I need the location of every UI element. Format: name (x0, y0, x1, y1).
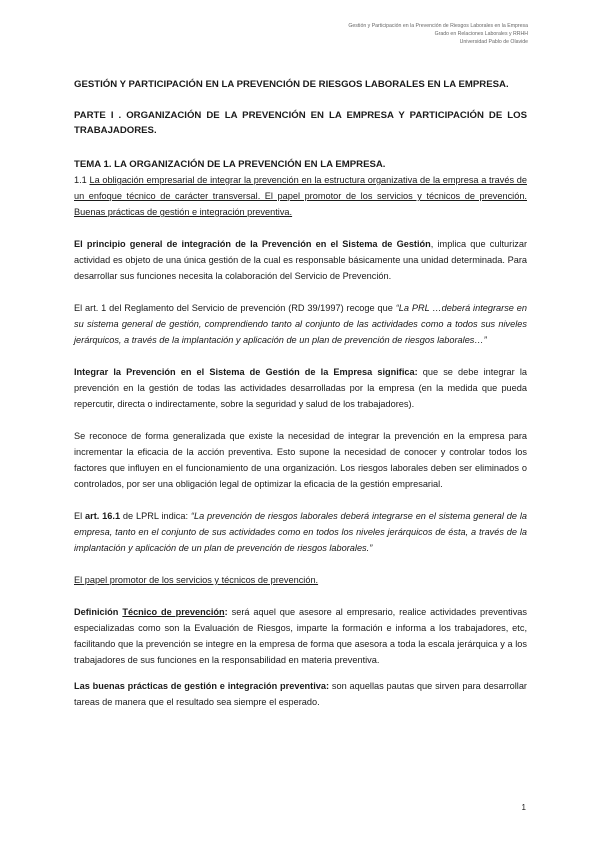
bold-lead: Integrar la Prevención en el Sistema de Gestión de la Empresa significa: (74, 367, 418, 377)
paragraph-integrar (74, 364, 527, 412)
running-header (348, 22, 528, 46)
article-ref: art. 16.1 (85, 511, 121, 521)
legal-quote: “La PRL …deberá integrarse en su sistema general de gestión, comprendiendo tanto al conjunto de las actividades como a todos sus niveles jerárquicos, a través de la implantación y aplicación de un plan de prevención de riesgos laborales…” (74, 303, 527, 345)
bold-lead: Definición (74, 607, 119, 617)
paragraph-integration-principle (74, 236, 527, 284)
bold-lead: Las buenas prácticas de gestión e integración preventiva: (74, 681, 330, 691)
header-degree: Grado en Relaciones Laborales y RRHH (434, 31, 528, 37)
paragraph-eficacia: Se reconoce de forma generalizada que existe la necesidad de integrar la prevención en la empresa para incrementar la eficacia de la acción preventiva. Esto supone la necesidad de conocer y controlar todos los factores que influyen en el funcionamiento de una organización. Los riesgos laborales deben ser eliminados o controlados, por ser una obligación legal de optimizar la eficacia de la gestión empresarial. (74, 431, 527, 489)
header-course: Gestión y Participación en la Prevención de Riesgos Laborales en la Empresa (348, 23, 528, 29)
tema-title: TEMA 1. LA ORGANIZACIÓN DE LA PREVENCIÓN EN LA EMPRESA. (74, 159, 386, 170)
paragraph-buenas-practicas (74, 678, 527, 710)
header-university: Universidad Pablo de Olavide (459, 39, 528, 45)
subheading-papel-promotor: El papel promotor de los servicios y técnicos de prevención. (74, 575, 319, 585)
paragraph-definicion-tecnico: Definición Técnico de prevención: será aquel que asesore al empresario, realice actividades preventivas especializadas como son la Evaluación de Riesgos, imparte la formación e informa a los trabajadores, etc, facilitando que la prevención se integre en la empresa de forma que asesora a toda la escala jerárquica y a los trabajadores de sus funciones en la responsabilidad en materia preventiva. (74, 607, 527, 665)
paragraph-text: El art. 1 del Reglamento del Servicio de prevención (RD 39/1997) recoge que (74, 303, 396, 313)
part-title: PARTE I . ORGANIZACIÓN DE LA PREVENCIÓN EN LA EMPRESA Y PARTICIPACIÓN DE LOS TRABAJADORES. (74, 110, 527, 136)
bold-lead: El principio general de integración de la Prevención en el Sistema de Gestión (74, 239, 431, 249)
section-1-1-text: La obligación empresarial de integrar la prevención en la estructura organizativa de la empresa a través de un enfoque técnico de carácter transversal. El papel promotor de los servicios y técnicos de prevención. Buenas prácticas de gestión e integración preventiva. (74, 175, 527, 217)
main-title: GESTIÓN Y PARTICIPACIÓN EN LA PREVENCIÓN DE RIESGOS LABORALES EN LA EMPRESA. (74, 79, 509, 90)
paragraph-text: , implica que culturizar actividad es objeto de una única gestión de la cual es responsable básicamente una unidad determinada. Para desarrollar sus funciones necesita la colaboración del Servicio de Prevención. (74, 239, 528, 281)
paragraph-reglamento (74, 300, 527, 348)
legal-quote: “La prevención de riesgos laborales deberá integrarse en el sistema general de la empresa, tanto en el conjunto de sus actividades como en todos los niveles jerárquicos de ésta, a través de la implantación y aplicación de un plan de prevención de riesgos laborales.” (74, 511, 528, 553)
paragraph-text: será aquel que asesore al empresario, realice actividades preventivas especializadas como son la Evaluación de Riesgos, imparte la formación e informa a los trabajadores, etc, facilitando que la prevención se integre en la empresa de forma que asesora a toda la escala jerárquica y a los trabajadores de sus funciones en la responsabilidad en materia preventiva. (74, 607, 527, 665)
page-number: 1 (521, 803, 526, 812)
paragraph-art-16-1: El art. 16.1 de LPRL indica: “La prevención de riesgos laborales deberá integrarse en el sistema general de la empresa, tanto en el conjunto de sus actividades como en todos los niveles jerárquicos de ésta, a través de la implantación y aplicación de un plan de prevención de riesgos laborales.” (74, 511, 528, 553)
paragraph-text: son aquellas pautas que sirven para desarrollar tareas de manera que el resultado sea siempre el esperado. (74, 681, 527, 707)
paragraph-text: que se debe integrar la prevención en la gestión de todas las actividades desarrolladas por la empresa (en la medida que pueda repercutir, directa o indirectamente, sobre la seguridad y salud de los trabajadores). (74, 367, 527, 409)
term-tecnico: Técnico de prevención (122, 607, 225, 617)
document-body (74, 78, 527, 710)
section-1-1 (74, 172, 527, 220)
section-number: 1.1 (74, 175, 87, 185)
